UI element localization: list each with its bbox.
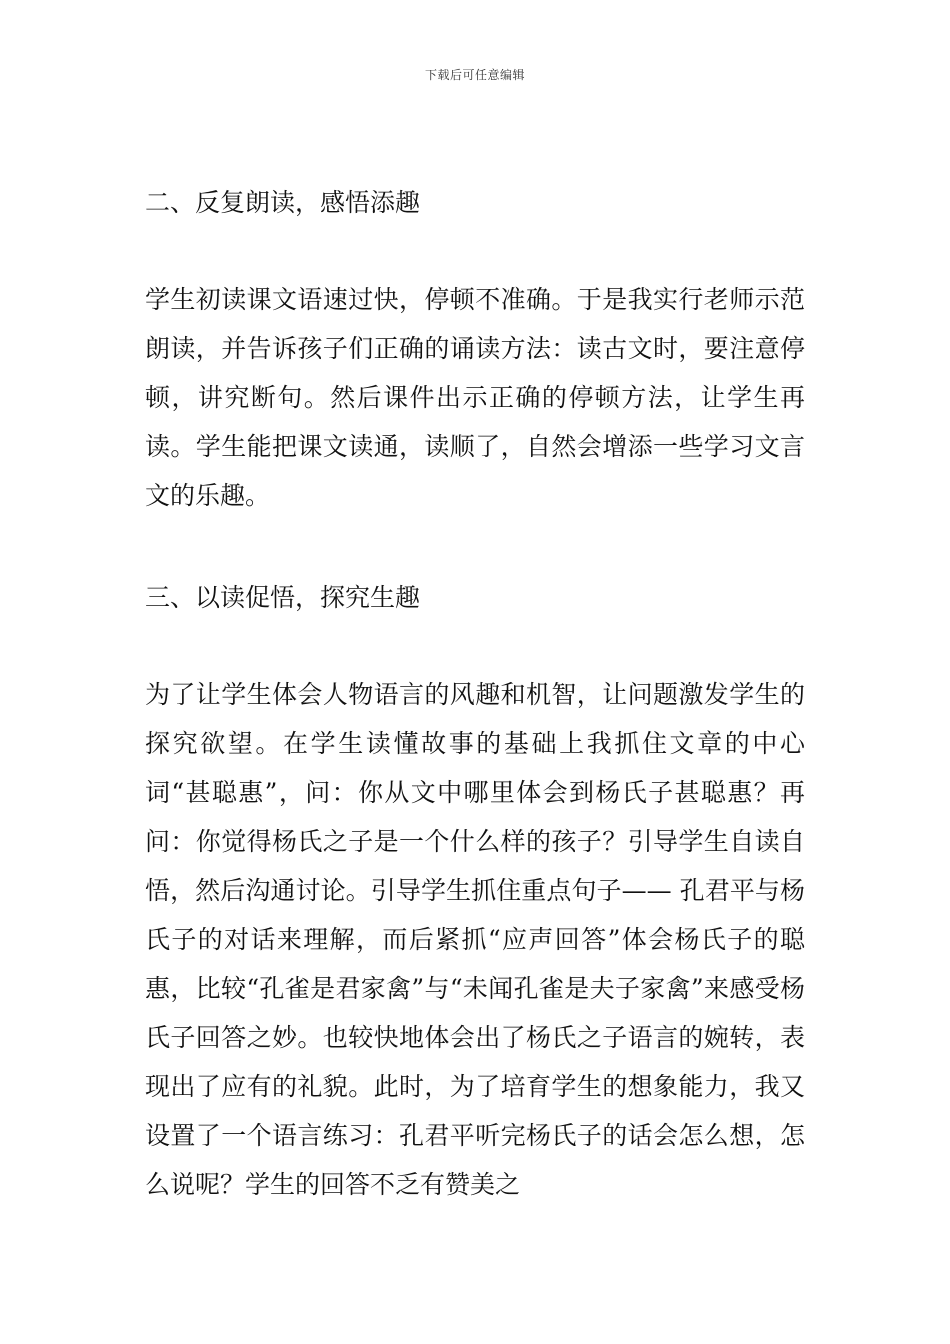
section-heading-3: 三、以读促悟，探究生趣	[145, 583, 421, 612]
section-paragraph-3: 为了让学生体会人物语言的风趣和机智，让问题激发学生的探究欲望。在学生读懂故事的基础上我抓住文章的中心词“甚聪惠”，问：你从文中哪里体会到杨氏子甚聪惠？再问：你觉得杨氏之子是一个什么样的孩子？引导学生自读自悟，然后沟通讨论。引导学生抓住重点句子—— 孔君平与杨氏子的对话来理解，而后紧抓“应声回答”体会杨氏子的聪惠，比较“孔雀是君家禽”与“未闻孔雀是夫子家禽”来感受杨氏子回答之妙。也较快地体会出了杨氏之子语言的婉转，表现出了应有的礼貌。此时，为了培育学生的想象能力，我又设置了一个语言练习：孔君平听完杨氏子的话会怎么想，怎么说呢？学生的回答不乏有赞美之	[145, 680, 805, 1199]
document-body	[145, 178, 805, 1209]
section-paragraph-2: 学生初读课文语速过快，停顿不准确。于是我实行老师示范朗读，并告诉孩子们正确的诵读方法：读古文时，要注意停顿，讲究断句。然后课件出示正确的停顿方法，让学生再读。学生能把课文读通，读顺了，自然会增添一些学习文言文的乐趣。	[145, 285, 805, 510]
section-heading-2: 二、反复朗读，感悟添趣	[145, 188, 421, 217]
spacer	[145, 520, 805, 573]
spacer	[145, 622, 805, 670]
page-header: 下载后可任意编辑	[424, 68, 525, 82]
spacer	[145, 227, 805, 275]
